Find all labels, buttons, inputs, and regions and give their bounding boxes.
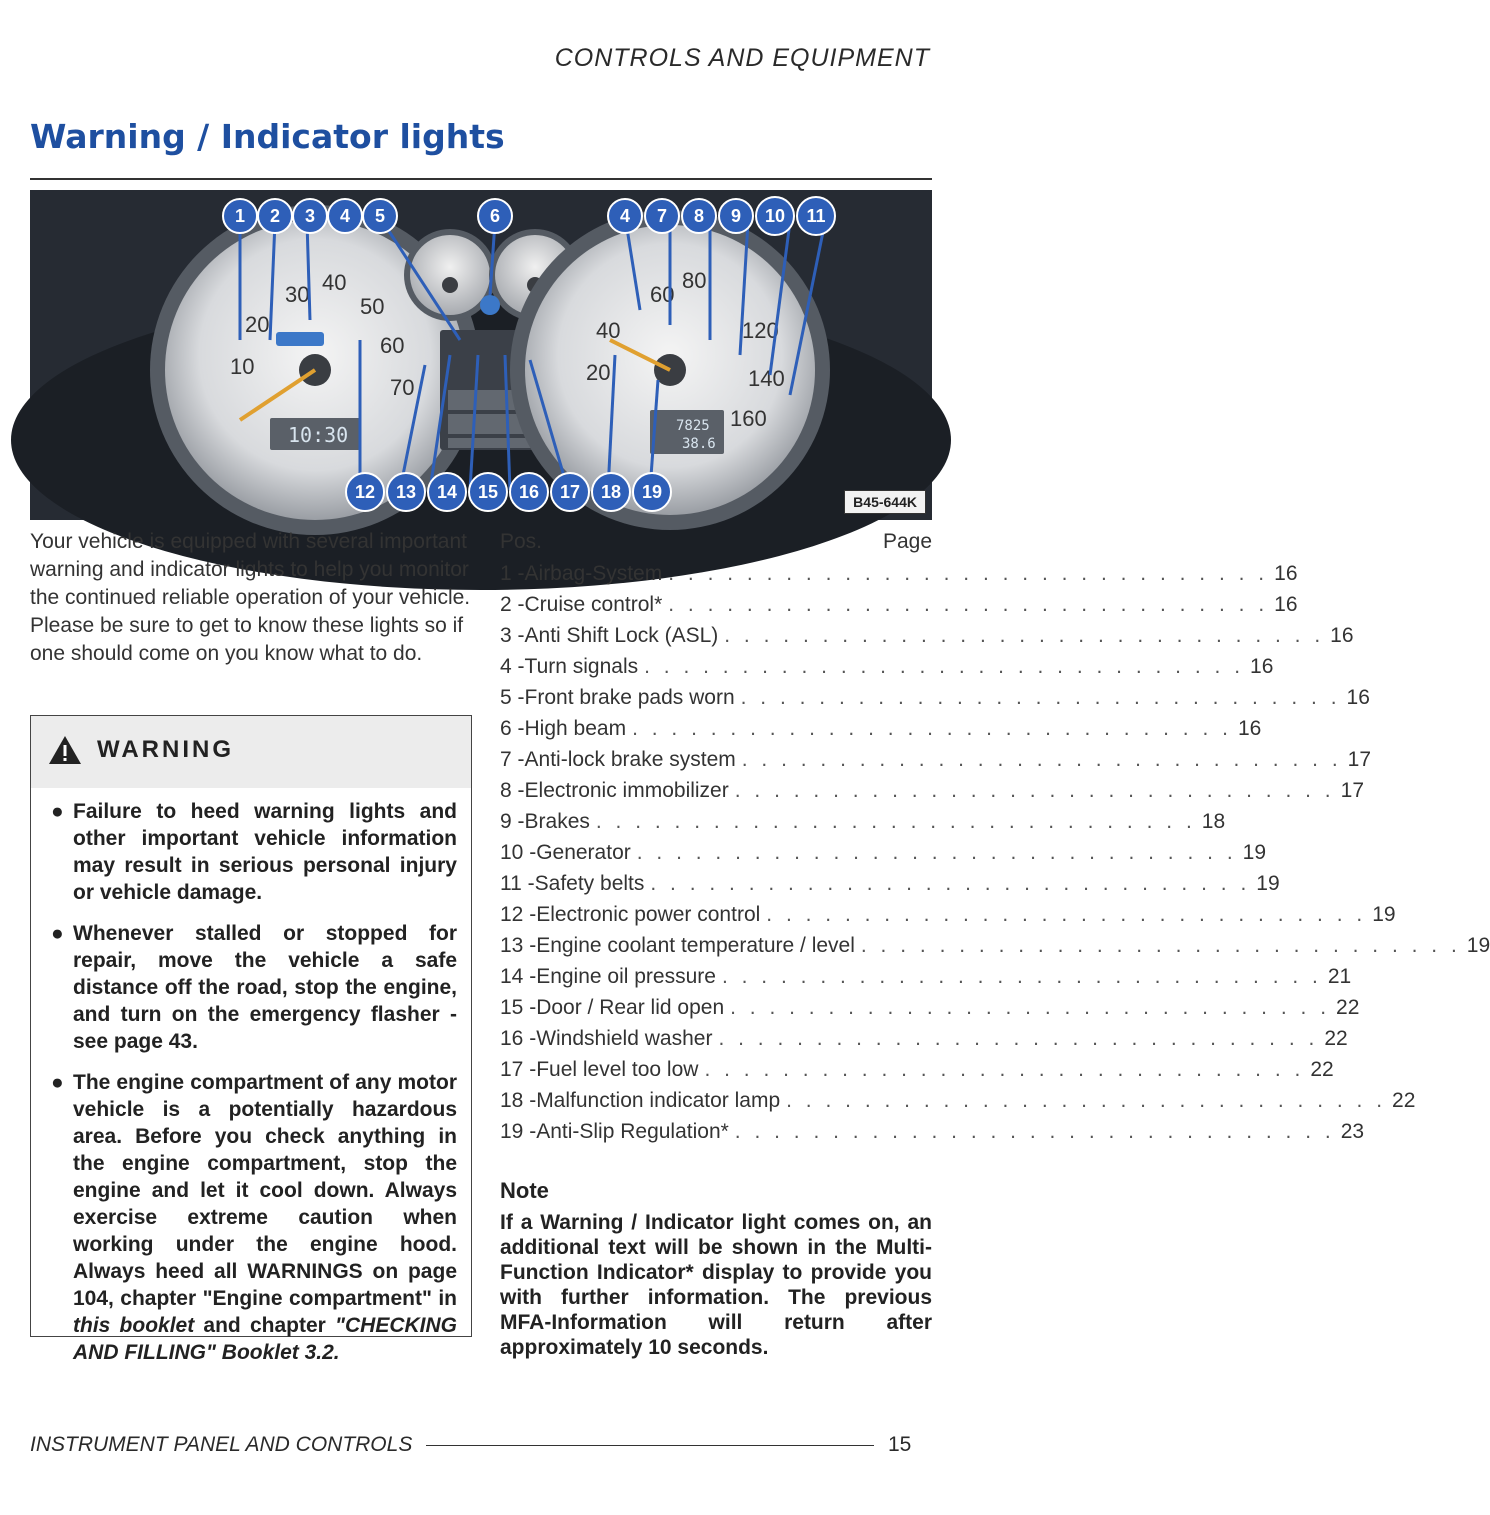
legend-label: High beam xyxy=(524,717,627,740)
svg-text:70: 70 xyxy=(390,375,415,400)
svg-text:38.6: 38.6 xyxy=(682,436,716,452)
legend-label: Engine oil pressure xyxy=(536,965,716,988)
svg-text:12: 12 xyxy=(354,482,376,502)
callout-14 xyxy=(428,473,466,511)
callout-1 xyxy=(223,199,257,233)
legend-position: 8 - xyxy=(500,779,525,802)
legend-row xyxy=(500,965,1352,996)
legend-row xyxy=(500,1027,1348,1058)
legend-row xyxy=(500,624,1354,655)
warning-text: Failure to heed warning lights and other important vehicle information may result in serious personal injury or vehicle damage. xyxy=(73,800,457,904)
warning-text: The engine compartment of any motor vehicle is a potentially hazardous area. Before you check anything in the engine compartment, stop the engine and let it cool down. Always exercise extreme caution when working under the engine hood. Always heed all WARNINGS on page 104, chapter "Engine compartment" in xyxy=(73,1071,457,1310)
callout-4 xyxy=(328,199,362,233)
legend-page: 23 xyxy=(1340,1120,1365,1143)
legend-row xyxy=(500,655,1274,686)
legend-label: Airbag-System xyxy=(524,562,663,585)
callout-11 xyxy=(797,197,835,235)
callout-6 xyxy=(478,199,512,233)
callout-3 xyxy=(293,199,327,233)
legend-label: Anti-lock brake system xyxy=(524,748,736,771)
legend-position: 3 - xyxy=(500,624,525,647)
svg-text:10: 10 xyxy=(230,354,255,379)
leader-dots: . . . . . . . . . . . . . . . . . . . . . . . . . . . . . . . xyxy=(632,717,1232,740)
warning-triangle-icon xyxy=(47,734,83,766)
callout-2 xyxy=(258,199,292,233)
callout-13 xyxy=(387,473,425,511)
bullet-icon: ● xyxy=(51,922,64,945)
warning-text-italic: this booklet xyxy=(73,1314,195,1337)
svg-text:120: 120 xyxy=(742,318,779,343)
legend-page: 22 xyxy=(1392,1089,1416,1112)
legend-label: Electronic immobilizer xyxy=(524,779,729,802)
legend-label: Safety belts xyxy=(534,872,645,895)
svg-text:10:30: 10:30 xyxy=(288,423,349,447)
leader-dots: . . . . . . . . . . . . . . . . . . . . . . . . . . . . . . . xyxy=(860,934,1461,957)
legend-page: 19 xyxy=(1256,872,1280,895)
leader-dots: . . . . . . . . . . . . . . . . . . . . . . . . . . . . . . . xyxy=(786,1089,1387,1112)
callout-16 xyxy=(510,473,548,511)
leader-dots: . . . . . . . . . . . . . . . . . . . . . . . . . . . . . . . xyxy=(724,624,1325,647)
legend-page: 16 xyxy=(1346,686,1370,709)
legend-position: 13 - xyxy=(500,934,537,957)
note-text: If a Warning / Indicator light comes on, an additional text will be shown in the Multi-Function Indicator* display to provide you with further information. The previous MFA-Information will return after approximately 10 seconds. xyxy=(500,1211,932,1359)
svg-text:60: 60 xyxy=(380,333,405,358)
legend-position: 10 - xyxy=(500,841,537,864)
legend-page: 22 xyxy=(1324,1027,1348,1050)
leader-dots: . . . . . . . . . . . . . . . . . . . . . . . . . . . . . . . xyxy=(595,810,1196,833)
legend-page-label: Page xyxy=(882,530,932,553)
leader-dots: . . . . . . . . . . . . . . . . . . . . . . . . . . . . . . . xyxy=(766,903,1367,926)
legend-label: Cruise control* xyxy=(524,593,663,616)
warning-item xyxy=(47,920,457,1055)
legend-position: 19 - xyxy=(500,1120,537,1143)
legend-label: Fuel level too low xyxy=(536,1058,699,1081)
legend-row xyxy=(500,872,1280,903)
callout-18 xyxy=(592,473,630,511)
callout-8 xyxy=(682,199,716,233)
legend-label: Brakes xyxy=(524,810,590,833)
legend-label: Anti-Slip Regulation* xyxy=(536,1120,729,1143)
warning-item xyxy=(47,798,457,906)
callout-9 xyxy=(719,199,753,233)
warning-item xyxy=(47,1069,457,1366)
note-heading: Note xyxy=(500,1178,549,1203)
leader-dots: . . . . . . . . . . . . . . . . . . . . . . . . . . . . . . . xyxy=(740,686,1341,709)
legend-page: 19 xyxy=(1372,903,1396,926)
svg-text:10: 10 xyxy=(764,206,786,226)
svg-text:18: 18 xyxy=(600,482,622,502)
legend-row xyxy=(500,1089,1416,1120)
figure-code-label: B45-644K xyxy=(844,490,926,514)
intro-paragraph: Your vehicle is equipped with several important warning and indicator lights to help you monitor the continued reliable operation of your vehicle. Please be sure to get to know these lights so if one should come on you know what to do. xyxy=(30,530,471,665)
legend-position: 14 - xyxy=(500,965,537,988)
legend-row xyxy=(500,1058,1334,1089)
legend-position: 18 - xyxy=(500,1089,537,1112)
callout-17 xyxy=(551,473,589,511)
leader-dots: . . . . . . . . . . . . . . . . . . . . . . . . . . . . . . . xyxy=(734,779,1335,802)
svg-text:30: 30 xyxy=(285,282,310,307)
legend-header xyxy=(500,530,932,562)
leader-dots: . . . . . . . . . . . . . . . . . . . . . . . . . . . . . . . xyxy=(668,562,1269,585)
legend-row xyxy=(500,779,1364,810)
leader-dots: . . . . . . . . . . . . . . . . . . . . . . . . . . . . . . . xyxy=(668,593,1269,616)
svg-text:17: 17 xyxy=(559,482,581,502)
svg-text:40: 40 xyxy=(322,270,347,295)
leader-dots: . . . . . . . . . . . . . . . . . . . . . . . . . . . . . . . xyxy=(644,655,1245,678)
legend-row xyxy=(500,562,1298,593)
legend-position: 12 - xyxy=(500,903,537,926)
legend-position: 4 - xyxy=(500,655,525,678)
instrument-cluster-illustration xyxy=(30,190,932,520)
bullet-icon: ● xyxy=(51,800,64,823)
svg-text:16: 16 xyxy=(518,482,540,502)
legend-label: Generator xyxy=(536,841,631,864)
svg-text:6: 6 xyxy=(489,206,501,226)
legend-label: Turn signals xyxy=(524,655,639,678)
legend-row xyxy=(500,1120,1365,1151)
legend-row xyxy=(500,717,1262,748)
legend-row xyxy=(500,903,1396,934)
legend-row xyxy=(500,841,1267,872)
legend-position: 2 - xyxy=(500,593,525,616)
legend-row xyxy=(500,748,1372,779)
leader-dots: . . . . . . . . . . . . . . . . . . . . . . . . . . . . . . . xyxy=(730,996,1331,1019)
svg-text:13: 13 xyxy=(395,482,417,502)
svg-text:5: 5 xyxy=(374,206,386,226)
leader-dots: . . . . . . . . . . . . . . . . . . . . . . . . . . . . . . . xyxy=(704,1058,1305,1081)
callout-5 xyxy=(363,199,397,233)
callout-10 xyxy=(756,197,794,235)
legend-row xyxy=(500,593,1298,624)
legend-page: 19 xyxy=(1466,934,1490,957)
callout-15 xyxy=(469,473,507,511)
legend-page: 16 xyxy=(1274,562,1298,585)
warning-text: Whenever stalled or stopped for repair, move the vehicle a safe distance off the road, stop the engine, and turn on the emergency flasher - see page 43. xyxy=(73,922,457,1053)
page-number: 15 xyxy=(888,1433,912,1456)
legend-position: 17 - xyxy=(500,1058,537,1081)
svg-text:15: 15 xyxy=(477,482,499,502)
legend-position: 11 - xyxy=(500,872,535,895)
legend-position: 16 - xyxy=(500,1027,537,1050)
legend-label: Door / Rear lid open xyxy=(536,996,725,1019)
svg-text:4: 4 xyxy=(619,206,631,226)
svg-text:7825: 7825 xyxy=(676,418,710,434)
legend-page: 16 xyxy=(1250,655,1274,678)
warning-box xyxy=(30,715,472,1364)
legend-position: 6 - xyxy=(500,717,525,740)
legend-label: Front brake pads worn xyxy=(524,686,735,709)
legend-label: Electronic power control xyxy=(536,903,761,926)
leader-dots: . . . . . . . . . . . . . . . . . . . . . . . . . . . . . . . xyxy=(721,965,1322,988)
svg-text:11: 11 xyxy=(806,206,826,226)
warning-text: and chapter xyxy=(194,1314,336,1337)
callout-12 xyxy=(346,473,384,511)
warning-body xyxy=(47,788,457,1380)
legend-page: 16 xyxy=(1330,624,1354,647)
legend-label: Engine coolant temperature / level xyxy=(536,934,855,957)
legend-page: 17 xyxy=(1347,748,1372,771)
leader-dots: . . . . . . . . . . . . . . . . . . . . . . . . . . . . . . . xyxy=(636,841,1237,864)
svg-text:40: 40 xyxy=(596,318,621,343)
indicator-legend xyxy=(500,530,1490,1151)
footer-divider xyxy=(426,1445,874,1446)
legend-position: 1 - xyxy=(500,562,525,585)
svg-text:19: 19 xyxy=(641,482,663,502)
callout-4b xyxy=(608,199,642,233)
svg-text:60: 60 xyxy=(650,282,675,307)
leader-dots: . . . . . . . . . . . . . . . . . . . . . . . . . . . . . . . xyxy=(734,1120,1335,1143)
svg-text:20: 20 xyxy=(245,312,270,337)
svg-text:160: 160 xyxy=(730,406,767,431)
leader-dots: . . . . . . . . . . . . . . . . . . . . . . . . . . . . . . . xyxy=(718,1027,1319,1050)
svg-text:1: 1 xyxy=(234,206,246,226)
svg-text:8: 8 xyxy=(693,206,705,226)
leader-dots: . . . . . . . . . . . . . . . . . . . . . . . . . . . . . . . xyxy=(741,748,1342,771)
legend-page: 18 xyxy=(1201,810,1226,833)
legend-page: 16 xyxy=(1274,593,1298,616)
leader-dots: . . . . . . . . . . . . . . . . . . . . . . . . . . . . . . . xyxy=(650,872,1251,895)
legend-position: 15 - xyxy=(500,996,537,1019)
legend-page: 17 xyxy=(1340,779,1364,802)
svg-text:140: 140 xyxy=(748,366,785,391)
chapter-header: CONTROLS AND EQUIPMENT xyxy=(554,44,930,72)
page-title: Warning / Indicator lights xyxy=(30,117,505,156)
legend-position: 9 - xyxy=(500,810,525,833)
bullet-icon: ● xyxy=(51,1071,64,1094)
svg-text:14: 14 xyxy=(436,482,458,502)
legend-position: 5 - xyxy=(500,686,525,709)
svg-text:7: 7 xyxy=(656,206,668,226)
footer-section-label: INSTRUMENT PANEL AND CONTROLS xyxy=(30,1433,413,1456)
legend-row xyxy=(500,686,1370,717)
svg-text:3: 3 xyxy=(304,206,316,226)
warning-heading: WARNING xyxy=(97,736,234,763)
svg-text:20: 20 xyxy=(586,360,611,385)
title-divider xyxy=(30,178,932,180)
legend-rows xyxy=(500,562,1490,1151)
legend-page: 19 xyxy=(1242,841,1267,864)
svg-text:2: 2 xyxy=(269,206,281,226)
legend-page: 21 xyxy=(1327,965,1352,988)
legend-label: Anti Shift Lock (ASL) xyxy=(524,624,719,647)
warning-text-italic: "CHECKING AND FILLING" Booklet 3.2. xyxy=(73,1314,457,1364)
legend-page: 22 xyxy=(1310,1058,1334,1081)
legend-row xyxy=(500,810,1226,841)
legend-pos-label: Pos. xyxy=(500,530,543,553)
callout-7 xyxy=(645,199,679,233)
instrument-cluster-figure xyxy=(30,190,932,520)
svg-text:50: 50 xyxy=(360,294,385,319)
legend-page: 16 xyxy=(1237,717,1262,740)
legend-row xyxy=(500,934,1490,965)
svg-text:9: 9 xyxy=(730,206,742,226)
legend-label: Windshield washer xyxy=(536,1027,713,1050)
legend-page: 22 xyxy=(1336,996,1360,1019)
callout-19 xyxy=(633,473,671,511)
legend-position: 7 - xyxy=(500,748,525,771)
svg-text:80: 80 xyxy=(682,268,707,293)
svg-text:4: 4 xyxy=(339,206,351,226)
legend-row xyxy=(500,996,1360,1027)
legend-label: Malfunction indicator lamp xyxy=(536,1089,781,1112)
page-footer xyxy=(30,1430,932,1460)
